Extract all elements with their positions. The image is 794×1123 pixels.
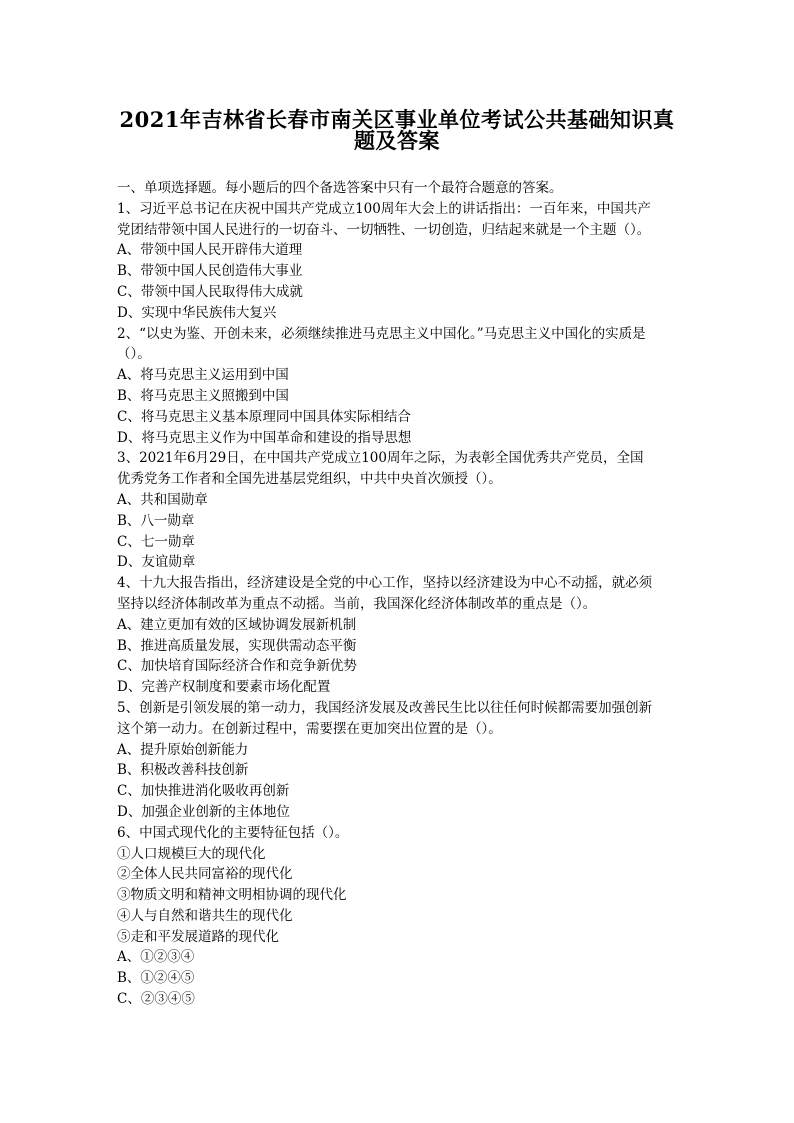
question-4 (117, 573, 687, 698)
question-3 (117, 448, 687, 573)
question-stem-line: 3、2021年6月29日，在中国共产党成立100周年之际，为表彰全国优秀共产党员，全国 (117, 450, 644, 467)
option-c: C、②③④⑤ (117, 991, 195, 1008)
option-d: D、将马克思主义作为中国革命和建设的指导思想 (117, 429, 412, 446)
option-a: A、共和国勋章 (117, 491, 208, 508)
option-b: B、将马克思主义照搬到中国 (117, 387, 289, 404)
statement-item-5: ⑤走和平发展道路的现代化 (117, 928, 279, 945)
option-d: D、友谊勋章 (117, 554, 196, 571)
section-heading: 一、单项选择题。每小题后的四个备选答案中只有一个最符合题意的答案。 (117, 180, 563, 196)
statement-item-4: ④人与自然和谐共生的现代化 (117, 907, 293, 924)
option-c: C、带领中国人民取得伟大成就 (117, 283, 303, 300)
title-line-2: 题及答案 (354, 127, 440, 153)
statement-item-3: ③物质文明和精神文明相协调的现代化 (117, 887, 347, 904)
option-c: C、加快推进消化吸收再创新 (117, 783, 290, 800)
option-c: C、七一勋章 (117, 533, 195, 550)
question-stem-line: 5、创新是引领发展的第一动力，我国经济发展及改善民生比以往任何时候都需要加强创新 (117, 699, 653, 716)
question-5 (117, 698, 687, 823)
option-c: C、加快培育国际经济合作和竞争新优势 (117, 658, 357, 675)
option-a: A、提升原始创新能力 (117, 741, 249, 758)
option-b: B、推进高质量发展，实现供需动态平衡 (117, 637, 357, 654)
option-a: A、带领中国人民开辟伟大道理 (117, 242, 303, 259)
question-stem-line: 党团结带领中国人民进行的一切奋斗、一切牺牲、一切创造，归结起来就是一个主题（）。 (117, 221, 651, 238)
question-stem-line: 这个第一动力。在创新过程中，需要摆在更加突出位置的是（）。 (117, 720, 502, 737)
question-1 (117, 199, 687, 324)
option-d: D、加强企业创新的主体地位 (117, 803, 290, 820)
question-2 (117, 324, 687, 449)
document-title (100, 97, 694, 153)
question-stem-line: 4、十九大报告指出，经济建设是全党的中心工作，坚持以经济建设为中心不动摇，就必须 (117, 575, 653, 592)
title-line-1: 2021年吉林省长春市南关区事业单位考试公共基础知识真 (119, 107, 675, 132)
option-a: A、建立更加有效的区域协调发展新机制 (117, 616, 357, 633)
question-stem-line: 坚持以经济体制改革为重点不动摇。当前，我国深化经济体制改革的重点是（）。 (117, 595, 597, 612)
option-a: A、将马克思主义运用到中国 (117, 367, 289, 384)
question-stem-line: （）。 (117, 346, 151, 363)
option-b: B、①②④⑤ (117, 970, 195, 987)
option-d: D、实现中华民族伟大复兴 (117, 304, 277, 321)
statement-item-1: ①人口规模巨大的现代化 (117, 845, 266, 862)
option-b: B、积极改善科技创新 (117, 762, 249, 779)
option-a: A、①②③④ (117, 949, 195, 966)
option-c: C、将马克思主义基本原理同中国具体实际相结合 (117, 408, 411, 425)
question-stem-line: 1、习近平总书记在庆祝中国共产党成立100周年大会上的讲话指出：一百年来，中国共产 (117, 200, 651, 217)
document-body (117, 178, 687, 1010)
question-6 (117, 823, 687, 1010)
option-b: B、八一勋章 (117, 512, 195, 529)
question-stem-line: 6、中国式现代化的主要特征包括（）。 (117, 824, 349, 841)
option-b: B、带领中国人民创造伟大事业 (117, 263, 303, 280)
option-d: D、完善产权制度和要素市场化配置 (117, 679, 331, 696)
question-stem-line: 2、“以史为鉴、开创未来，必须继续推进马克思主义中国化。”马克思主义中国化的实质是 (117, 325, 646, 342)
statement-item-2: ②全体人民共同富裕的现代化 (117, 866, 293, 883)
question-stem-line: 优秀党务工作者和全国先进基层党组织，中共中央首次颁授（）。 (117, 471, 502, 488)
